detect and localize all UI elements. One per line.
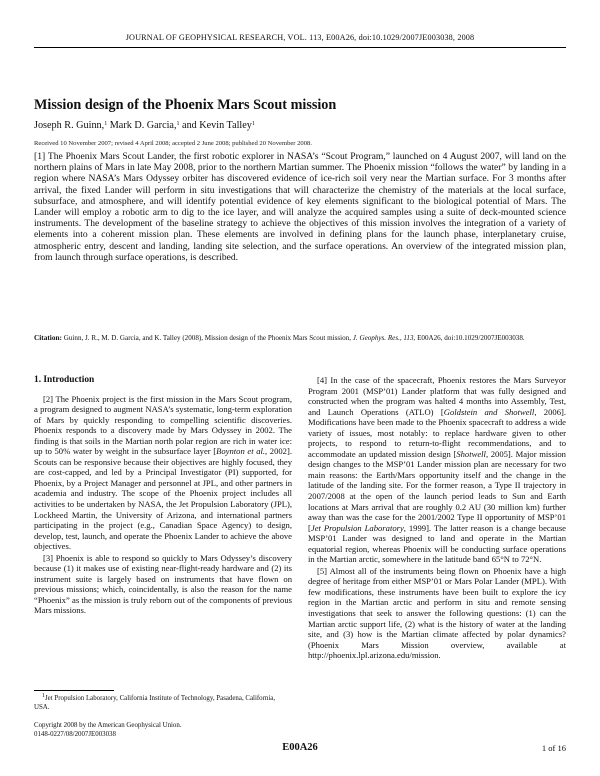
article-id: E00A26 [282, 742, 318, 753]
paragraph-text: The Phoenix project is the first mission in the Mars Scout program, a program designed to augment NASA’s systematic, long-term exploration of Mars by quickly responding to compelling scientific discoveries. Phoenix responds to a discovery made by Mars Odyssey in 2002. The finding is that soils in the Martian north polar region are rich in water ice: up to 50% water by weight in the subsurface layer [ [34, 393, 292, 457]
paragraph-number: [5] [317, 565, 328, 576]
citation [34, 333, 566, 344]
paragraph-2 [34, 394, 292, 552]
paragraph-text: , 2005]. Major mission design changes to the MSP’01 Lander mission plan are necessary for two main reasons: the Earth/Mars opportunity itself and the change in the latitude of the landing site. For the former reason, a Type II trajectory in 2007/2008 at the open of the launch period leads to Sun and Earth locations at Mars arrival that are roughly 0.2 AU (30 million km) further away than was the case for the 2001/2002 Type II opportunity of MSP’01 [ [308, 448, 566, 533]
author-talley: and Kevin Talley [179, 120, 252, 131]
paragraph-number: [2] [43, 393, 54, 404]
issn-line: 0148-0227/08/2007JE003038 [34, 731, 116, 738]
paragraph-number: [4] [317, 375, 328, 385]
author-guinn: Joseph R. Guinn, [34, 120, 105, 131]
copyright-line: Copyright 2008 by the American Geophysical Union. [34, 722, 182, 729]
copyright-notice [34, 721, 292, 739]
paragraph-text: , 1999]. The latter reason is a change because MSP’01 Lander was designed to land and operate in the Martian equatorial region, whereas Phoenix will be conducting surface operations in the Martian arctic, somewhere in the latitude band 65°N to 72°N. [308, 522, 566, 565]
left-column [34, 375, 292, 616]
paragraph-4 [308, 375, 566, 565]
author-list [34, 120, 566, 131]
citation-journal: J. Geophys. Res., 113, [352, 334, 416, 342]
paragraph-text: , 2002]. Scouts can be responsive because their objectives are highly focused, they are cost-capped, and led by a Principal Investigator (PI) supported, for Phoenix, by a Project Manager and personnel at JPL, and other partners in academia and industry. The scope of the Phoenix project includes all activities to be undertaken by NASA, the Jet Propulsion Laboratory (JPL), Lockheed Martin, the University of Arizona, and international partners participating in the project (e.g., Canadian Space Agency) to design, develop, test, launch, and operate the Phoenix Lander to achieve the above objectives. [34, 446, 292, 552]
reference-link[interactable]: Boynton et al. [216, 446, 266, 457]
paragraph-text: Phoenix is able to respond so quickly to Mars Odyssey’s discovery because (1) it makes use of existing near-flight-ready hardware and (2) its instrument suite is largely based on instruments that have flown on previous missions; which, coincidentally, is also the reason for the name “Phoenix” as the mission is truly reborn out of the components of previous Mars missions. [34, 552, 292, 616]
section-heading-introduction: 1. Introduction [34, 375, 95, 385]
paper-title: Mission design of the Phoenix Mars Scout mission [34, 97, 337, 113]
page-number: 1 of 16 [541, 743, 566, 753]
footnote-mark: 1 [42, 693, 45, 699]
footnote-text: Jet Propulsion Laboratory, California Institute of Technology, Pasadena, California, USA. [34, 695, 276, 711]
reference-link[interactable]: Goldstein and Shotwell [443, 406, 535, 417]
received-dates: Received 10 November 2007; revised 4 April 2008; accepted 2 June 2008; published 20 November 2008. [34, 140, 312, 147]
paragraph-text: Almost all of the instruments being flown on Phoenix have a high degree of heritage from either MSP’01 or Mars Polar Lander (MPL). With few modifications, these instruments have been built to explore the icy region in the Martian arctic and perform in situ and remote sensing investigations that seek to answer the following questions: (1) can the Martian arctic support life, (2) what is the history of water at the landing site, and (3) how is the Martian climate affected by polar dynamics? (Phoenix Mars Mission overview, available at http://phoenix.lpl.arizona.edu/mission. [308, 565, 566, 661]
reference-link[interactable]: Shotwell [456, 448, 486, 459]
paragraph-number: [3] [43, 552, 54, 563]
header-rule [34, 47, 566, 48]
citation-label: Citation: [34, 333, 62, 342]
abstract-text: The Phoenix Mars Scout Lander, the first robotic explorer in NASA’s “Scout Program,” launched on 4 August 2007, will land on the northern plains of Mars in late May 2008, prior to the northern Martian summer. The Phoenix mission “follows the water” by landing in a region where NASA’s Mars Odyssey orbiter has discovered evidence of ice-rich soil very near the Martian surface. For 3 months after arrival, the fixed Lander will perform in situ investigations that will characterize the chemistry of the materials at the local surface, subsurface, and atmosphere, and will identify potential evidence of key elements significant to the biological potential of Mars. The Lander will employ a robotic arm to dig to the ice layer, and will analyze the acquired samples using a suite of deck-mounted science instruments. The development of the baseline strategy to achieve the objectives of this mission involves the integration of a variety of elements into a coherent mission plan. These elements are involved in defining plans for the launch phase, interplanetary cruise, atmospheric entry, descent and landing, landing site selection, and the surface operations. An overview of the integrated mission plan, from launch through surface operations, is described. [34, 151, 566, 263]
affiliation-mark: 1 [104, 121, 108, 127]
paragraph-text: In the case of the spacecraft, Phoenix restores the Mars Surveyor Program 2001 (MSP’01) Lander platform that was fully designed and constructed when the program was halted 4 months into Assembly, Test, and Launch Operations (ATLO) [ [308, 375, 566, 417]
paragraph-text: , 2006]. Modifications have been made to the Phoenix spacecraft to address a wide variety of issues, most notably: to replace hardware given to other projects, to respond to return-to-flight recommendations, and to accommodate an updated mission design [ [308, 406, 567, 459]
affiliation-mark: 1 [251, 121, 255, 127]
paragraph-5 [308, 566, 566, 661]
paragraph-3 [34, 553, 292, 616]
citation-rest: E00A26, doi:10.1029/2007JE003038. [415, 334, 525, 342]
footnote-rule [34, 690, 114, 691]
affiliation-footnote [34, 694, 292, 712]
abstract [34, 151, 566, 263]
citation-text: Guinn, J. R., M. D. Garcia, and K. Talley (2008), Mission design of the Phoenix Mars Scout mission, [61, 334, 353, 342]
reference-link[interactable]: Jet Propulsion Laboratory [310, 522, 404, 533]
author-garcia: Mark D. Garcia, [107, 120, 177, 131]
journal-header: JOURNAL OF GEOPHYSICAL RESEARCH, VOL. 113, E00A26, doi:10.1029/2007JE003038, 2008 [125, 33, 475, 42]
right-column [308, 375, 566, 661]
affiliation-mark: 1 [176, 121, 180, 127]
paragraph-number: [1] [34, 151, 46, 162]
